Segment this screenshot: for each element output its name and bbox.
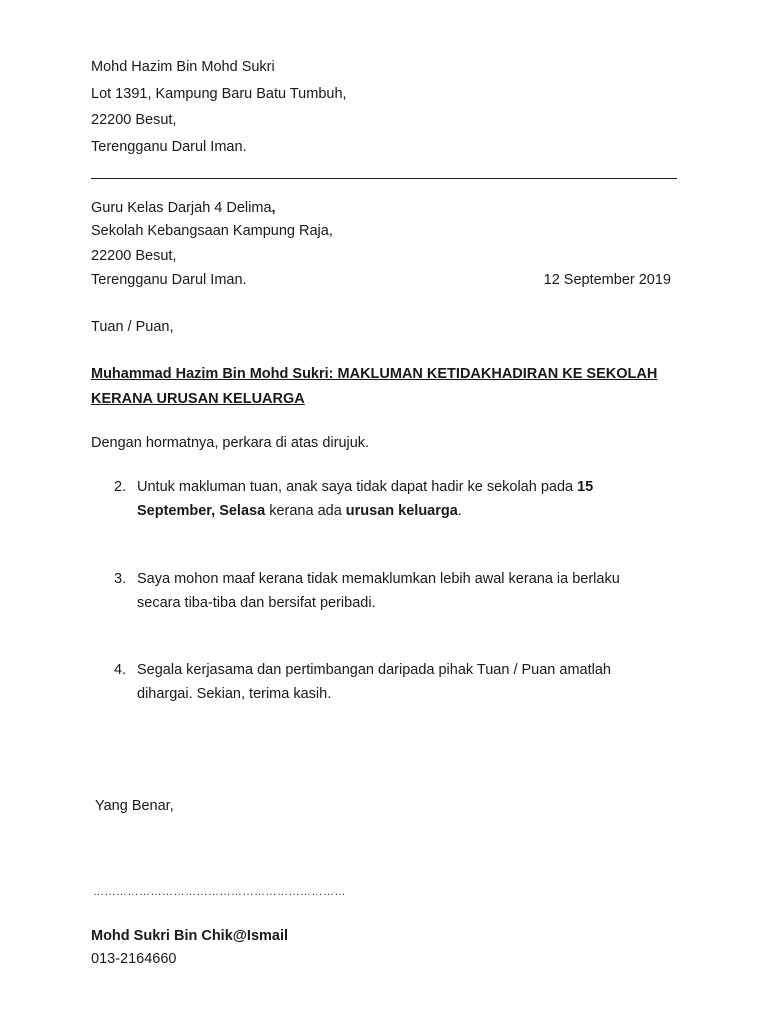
subject-line-2: KERANA URUSAN KELUARGA xyxy=(91,391,305,407)
signatory-phone: 013-2164660 xyxy=(91,951,177,967)
paragraph-text: Saya mohon maaf kerana tidak memaklumkan lebih awal kerana ia berlaku secara tiba-tiba dan bersifat peribadi. xyxy=(137,571,620,611)
header-divider xyxy=(91,178,677,179)
closing: Yang Benar, xyxy=(95,798,174,814)
paragraph-2 xyxy=(114,475,634,523)
absence-date: 15 September, Selasa xyxy=(137,479,594,519)
sender-address-line-3: Terengganu Darul Iman. xyxy=(91,139,247,155)
signature-line: ………………………………………………………… xyxy=(93,886,346,898)
subject-line-1: Muhammad Hazim Bin Mohd Sukri: MAKLUMAN KETIDAKHADIRAN KE SEKOLAH xyxy=(91,366,658,382)
recipient-line-3: 22200 Besut, xyxy=(91,248,177,264)
sender-name: Mohd Hazim Bin Mohd Sukri xyxy=(91,59,275,75)
paragraph-number: 4. xyxy=(114,662,127,678)
recipient-title-comma: , xyxy=(271,200,276,216)
signatory-name: Mohd Sukri Bin Chik@Ismail xyxy=(91,928,289,944)
recipient-title: Guru Kelas Darjah 4 Delima xyxy=(91,200,272,216)
paragraph-4 xyxy=(114,658,634,706)
paragraph-2-text-a: Untuk makluman tuan, anak saya tidak dapat hadir ke sekolah pada xyxy=(137,479,578,495)
paragraph-2-text-c: . xyxy=(457,503,462,519)
paragraph-text: Segala kerjasama dan pertimbangan daripada pihak Tuan / Puan amatlah dihargai. Sekian, terima kasih. xyxy=(137,662,611,702)
sender-address-line-2: 22200 Besut, xyxy=(91,112,177,128)
absence-reason: urusan keluarga xyxy=(345,503,458,519)
recipient-line-4: Terengganu Darul Iman. xyxy=(91,272,247,288)
paragraph-2-text-b: kerana ada xyxy=(265,503,346,519)
paragraph-number: 2. xyxy=(114,479,127,495)
paragraph-text xyxy=(114,475,634,523)
subject-heading xyxy=(91,362,671,412)
paragraph-3 xyxy=(114,567,634,615)
recipient-line-1 xyxy=(91,199,276,217)
salutation: Tuan / Puan, xyxy=(91,319,174,335)
recipient-line-2: Sekolah Kebangsaan Kampung Raja, xyxy=(91,223,333,239)
sender-address-line-1: Lot 1391, Kampung Baru Batu Tumbuh, xyxy=(91,86,347,102)
opening-line: Dengan hormatnya, perkara di atas dirujuk. xyxy=(91,435,370,451)
paragraph-number: 3. xyxy=(114,571,127,587)
letter-date: 12 September 2019 xyxy=(543,272,671,288)
